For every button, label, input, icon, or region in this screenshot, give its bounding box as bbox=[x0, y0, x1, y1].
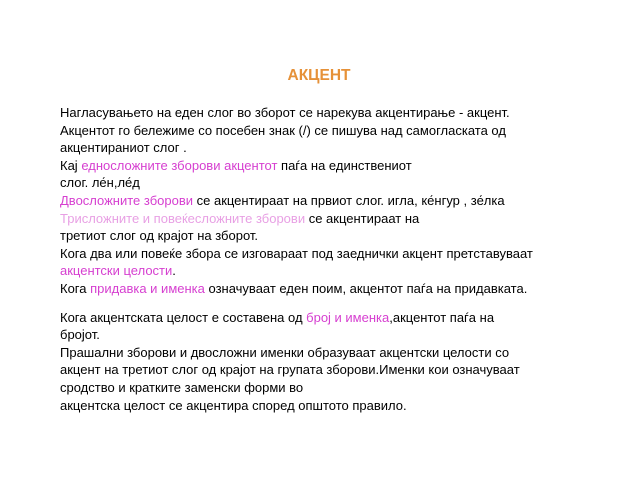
text-line bbox=[60, 262, 630, 280]
text-line bbox=[60, 192, 630, 210]
text-line bbox=[60, 139, 630, 157]
text-line bbox=[60, 227, 630, 245]
text-line bbox=[60, 379, 630, 397]
text-line bbox=[60, 326, 630, 344]
text-line bbox=[60, 174, 630, 192]
text-segment: Прашални зборови и двосложни именки образуваат акцентски целости со bbox=[60, 344, 510, 360]
text-segment: Кога два или повеќе збора се изговараат под заеднички акцент претставуваат bbox=[60, 245, 533, 261]
text-segment: акцент на третиот слог од крајот на групата зборови.Именки кои означуваат bbox=[60, 362, 520, 378]
text-segment: Кога bbox=[60, 280, 91, 296]
text-segment: Нагласувањето на еден слог во зборот се нарекува акцентирање - акцент. bbox=[60, 105, 510, 120]
text-segment: третиот слог од крајот на зборот. bbox=[60, 228, 259, 244]
highlighted-term: акцентски целости bbox=[60, 263, 173, 279]
slide-title: АКЦЕНТ bbox=[287, 67, 351, 84]
text-segment: Кај bbox=[60, 157, 82, 173]
slide-body bbox=[60, 104, 630, 414]
text-line bbox=[60, 397, 630, 415]
text-segment: се акцентираат на првиот слог. игла, ке́нгур , зе́лка bbox=[193, 192, 505, 208]
text-line bbox=[60, 157, 630, 175]
text-line bbox=[60, 122, 630, 140]
text-segment: бројот. bbox=[60, 327, 100, 343]
text-segment: сродство и кратките заменски форми во bbox=[60, 379, 304, 395]
text-line bbox=[60, 104, 630, 122]
text-segment: акцентска целост се акцентира според општото правило. bbox=[60, 397, 407, 413]
text-segment: паѓа на единствениот bbox=[277, 157, 412, 173]
highlighted-term: Двосложните зборови bbox=[60, 192, 194, 208]
text-segment: Акцентот го бележиме со посебен знак (/) се пишува над самогласката од bbox=[60, 122, 506, 138]
highlighted-term: едносложните зборови акцентот bbox=[81, 157, 278, 173]
text-line bbox=[60, 245, 630, 263]
text-line bbox=[60, 361, 630, 379]
text-segment: се акцентираат на bbox=[305, 210, 420, 226]
text-segment: . bbox=[172, 263, 176, 279]
text-line bbox=[60, 280, 630, 298]
paragraph-gap bbox=[60, 298, 630, 309]
highlighted-term: Трисложните и повеќесложните зборови bbox=[60, 210, 306, 226]
text-segment: ,акцентот паѓа на bbox=[389, 309, 495, 325]
text-segment: акцентираниот слог . bbox=[60, 140, 187, 156]
highlighted-term: придавка и именка bbox=[90, 280, 205, 296]
text-line bbox=[60, 344, 630, 362]
text-segment: слог. ле́н,ле́д bbox=[60, 175, 140, 191]
highlighted-term: број и именка bbox=[306, 309, 390, 325]
text-line bbox=[60, 309, 630, 327]
text-line bbox=[60, 210, 630, 228]
text-segment: означуваат еден поим, акцентот паѓа на придавката. bbox=[204, 280, 528, 296]
text-segment: Кога акцентската целост е составена од bbox=[60, 309, 307, 325]
